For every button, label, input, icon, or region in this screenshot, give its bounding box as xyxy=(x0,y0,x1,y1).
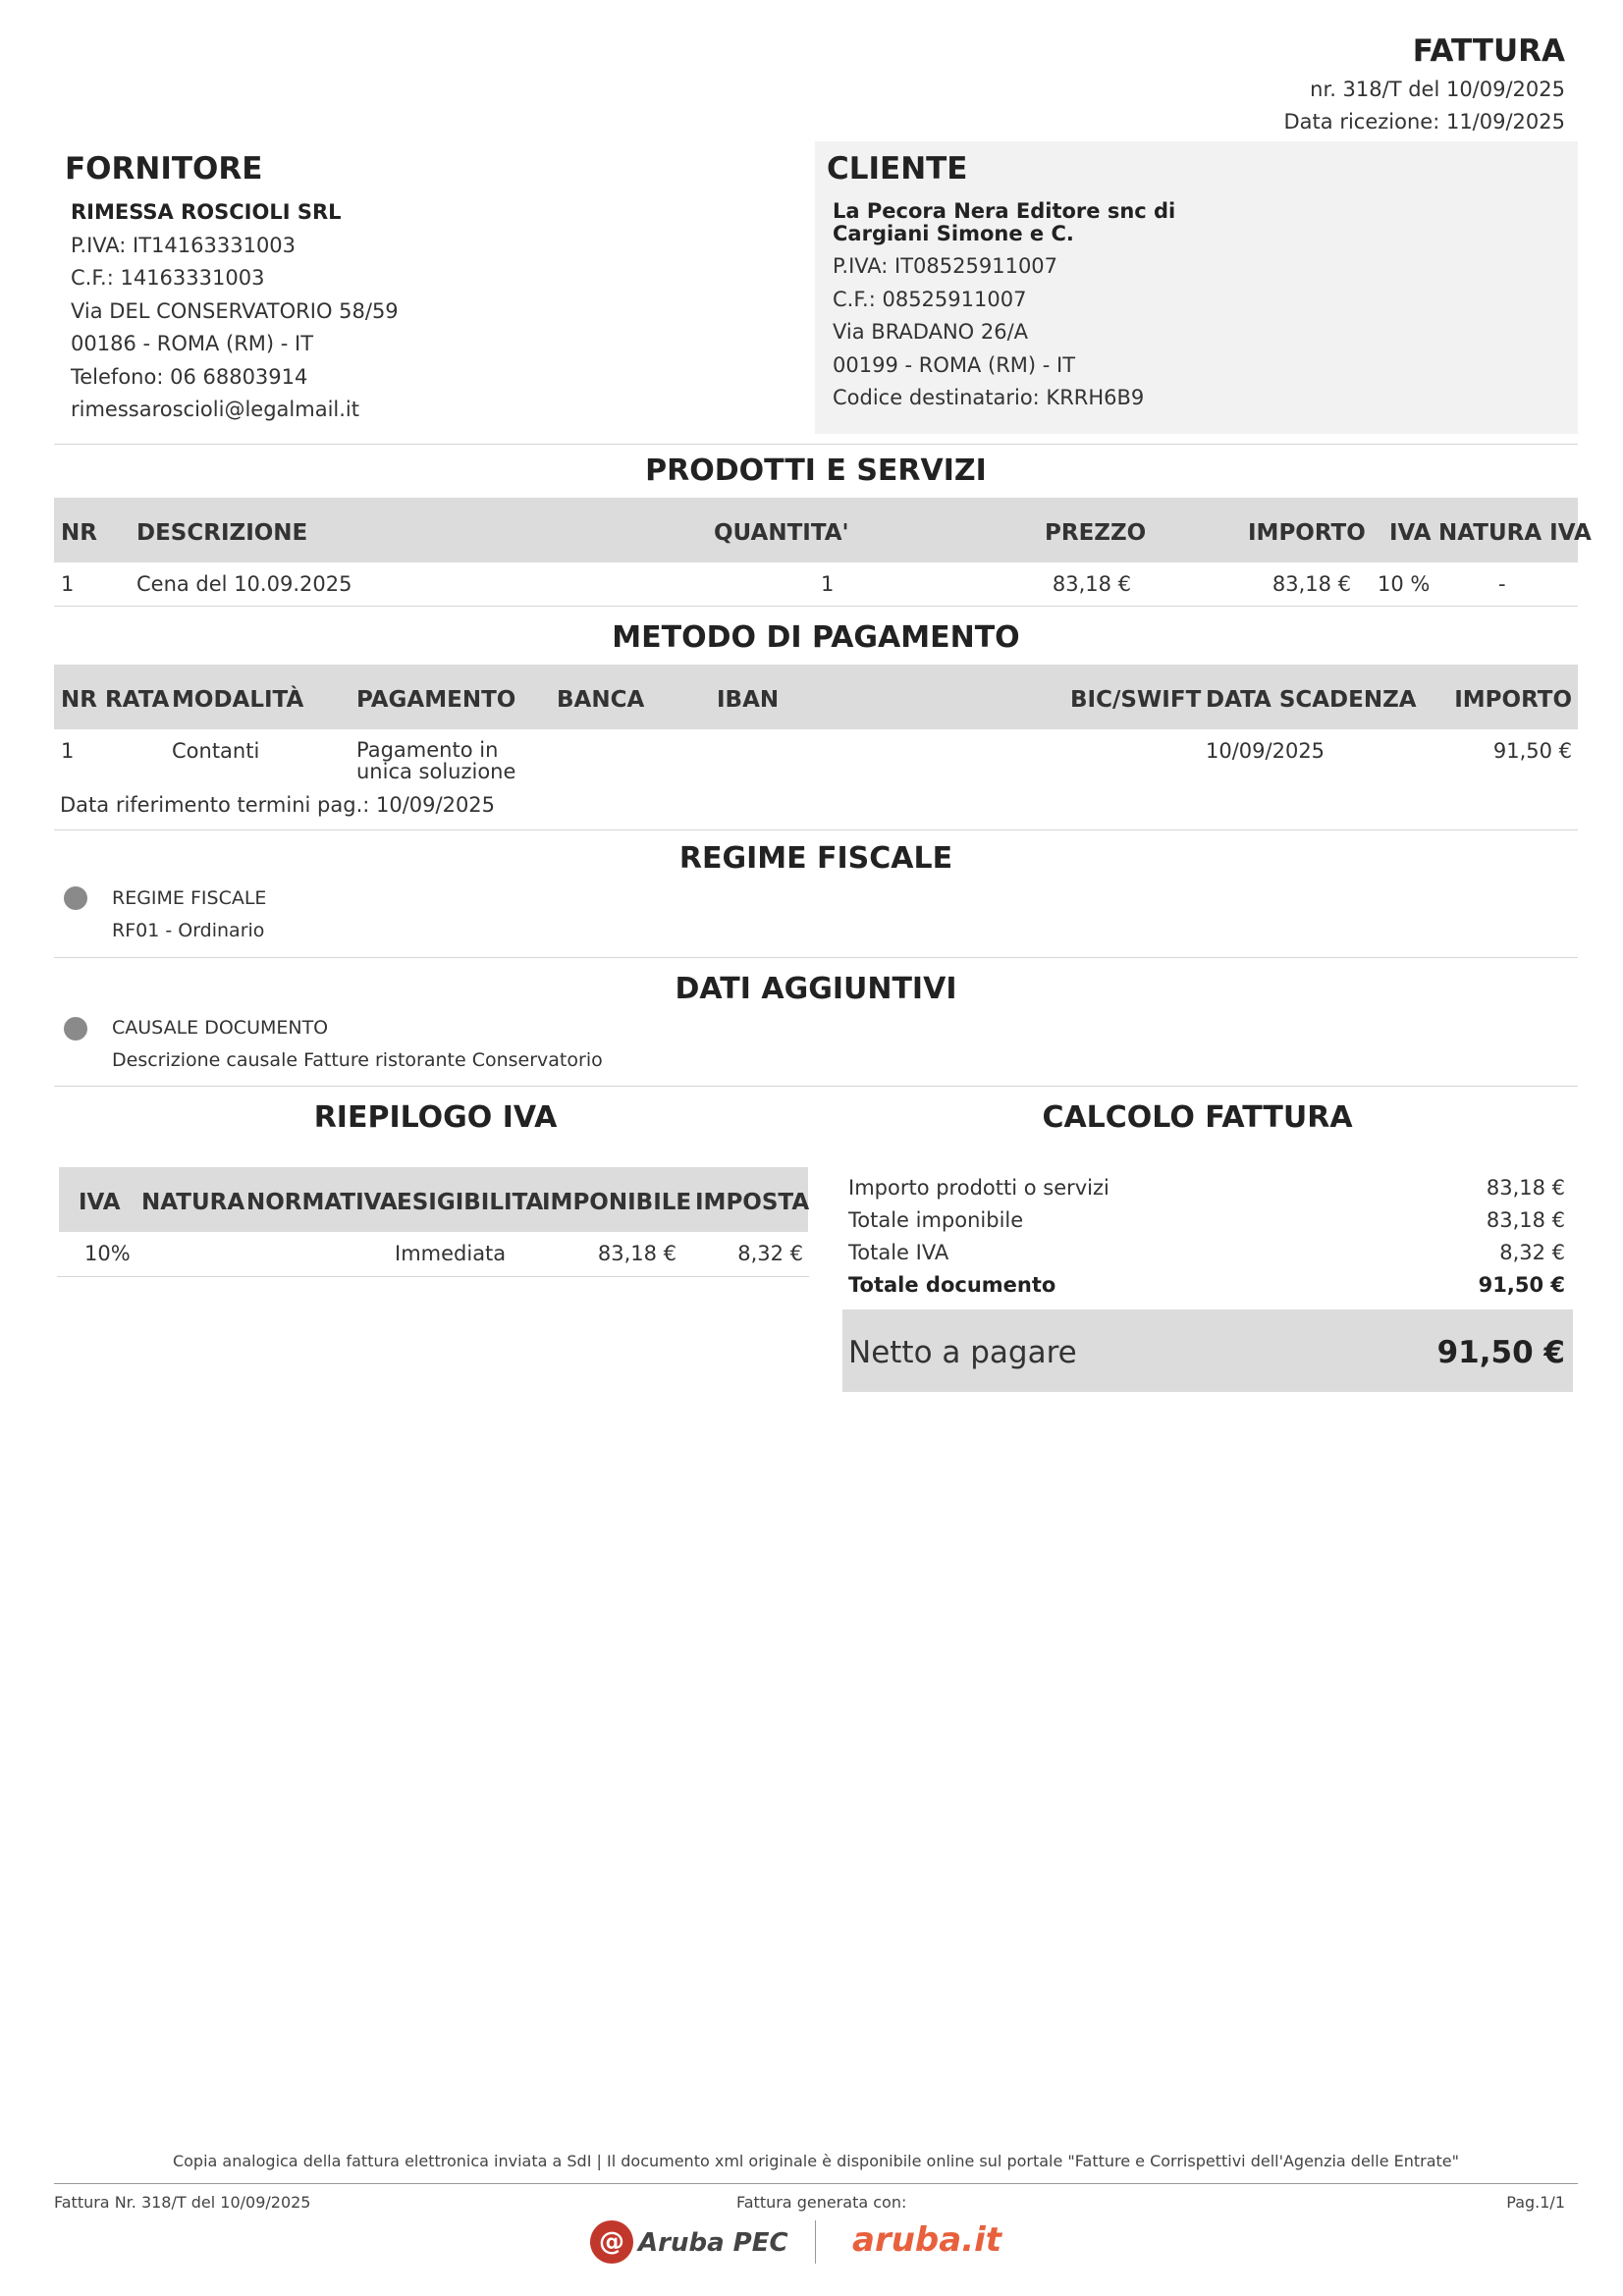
regime-label: REGIME FISCALE xyxy=(112,887,267,909)
fornitore-piva: P.IVA: IT14163331003 xyxy=(71,233,297,257)
footer-page: Pag.1/1 xyxy=(1506,2193,1565,2212)
aruba-pec-logo-icon: @ xyxy=(590,2220,633,2264)
bullet-icon xyxy=(64,1017,87,1041)
pag-pagamento-line2: unica soluzione xyxy=(356,760,516,783)
pag-pagamento xyxy=(356,739,515,782)
prod-nr: 1 xyxy=(61,572,75,596)
netto-value: 91,50 € xyxy=(1436,1335,1565,1370)
col-iban: IBAN xyxy=(717,687,780,713)
fornitore-name: RIMESSA ROSCIOLI SRL xyxy=(71,200,342,224)
col-pag-importo: IMPORTO xyxy=(1454,687,1572,713)
divider xyxy=(54,606,1578,607)
calc-value-0: 83,18 € xyxy=(1486,1176,1565,1200)
cliente-address: Via BRADANO 26/A xyxy=(833,320,1029,344)
col-r-normativa: NORMATIVA xyxy=(246,1190,398,1215)
riep-iva: 10% xyxy=(84,1242,131,1265)
regime-title: REGIME FISCALE xyxy=(678,841,953,876)
col-r-imposta: IMPOSTA xyxy=(695,1190,810,1215)
cliente-cf: C.F.: 08525911007 xyxy=(833,287,1027,311)
divider xyxy=(57,1276,809,1277)
riepilogo-title: RIEPILOGO IVA xyxy=(313,1100,558,1135)
prod-quantita: 1 xyxy=(821,572,835,596)
pagamento-title: METODO DI PAGAMENTO xyxy=(612,620,1020,655)
col-natura-iva: NATURA IVA xyxy=(1438,520,1592,546)
col-nr: NR xyxy=(61,520,97,546)
prod-iva: 10 % xyxy=(1378,572,1431,596)
footer-left: Fattura Nr. 318/T del 10/09/2025 xyxy=(54,2193,311,2212)
riep-imponibile: 83,18 € xyxy=(597,1242,676,1265)
calc-value-1: 83,18 € xyxy=(1486,1208,1565,1232)
aruba-pec-logo: Aruba PEC xyxy=(638,2228,788,2258)
calc-label-2: Totale IVA xyxy=(848,1241,949,1264)
cliente-name xyxy=(833,200,1175,245)
fornitore-heading: FORNITORE xyxy=(65,151,263,187)
footer-note: Copia analogica della fattura elettronica inviata a SdI | Il documento xml originale è disponibile online sul portale "Fatture e Corrispettivi dell'Agenzia delle Entrate" xyxy=(172,2152,1460,2170)
cliente-heading: CLIENTE xyxy=(827,151,968,187)
col-iva: IVA xyxy=(1389,520,1432,546)
prod-natura: - xyxy=(1498,572,1506,596)
dati-title: DATI AGGIUNTIVI xyxy=(675,972,957,1006)
invoice-title: FATTURA xyxy=(1412,33,1565,69)
cliente-name-line2: Cargiani Simone e C. xyxy=(833,222,1074,245)
fornitore-block xyxy=(71,196,399,427)
col-pagamento: PAGAMENTO xyxy=(356,687,516,713)
cliente-city: 00199 - ROMA (RM) - IT xyxy=(833,352,1076,377)
pag-scadenza: 10/09/2025 xyxy=(1206,739,1325,763)
prod-importo: 83,18 € xyxy=(1271,572,1351,596)
riep-esigibilita: Immediata xyxy=(395,1242,507,1265)
col-r-iva: IVA xyxy=(79,1190,121,1215)
pag-riferimento: Data riferimento termini pag.: 10/09/2025 xyxy=(60,793,496,817)
col-bic-swift: BIC/SWIFT xyxy=(1070,687,1202,713)
calc-label-1: Totale imponibile xyxy=(848,1208,1024,1232)
col-r-esigibilita: ESIGIBILITA' xyxy=(397,1190,551,1215)
riep-imposta: 8,32 € xyxy=(737,1242,803,1265)
prod-descrizione: Cena del 10.09.2025 xyxy=(136,572,352,596)
dati-value: Descrizione causale Fatture ristorante Conservatorio xyxy=(112,1049,603,1071)
cliente-piva: P.IVA: IT08525911007 xyxy=(833,254,1058,278)
calc-value-3: 91,50 € xyxy=(1478,1273,1565,1297)
fornitore-email: rimessaroscioli@legalmail.it xyxy=(71,398,359,421)
fornitore-cf: C.F.: 14163331003 xyxy=(71,266,265,290)
cliente-dest: Codice destinatario: KRRH6B9 xyxy=(833,386,1145,409)
fornitore-city: 00186 - ROMA (RM) - IT xyxy=(71,332,314,355)
col-prezzo: PREZZO xyxy=(1045,520,1147,546)
col-importo: IMPORTO xyxy=(1248,520,1366,546)
fornitore-phone: Telefono: 06 68803914 xyxy=(71,364,308,389)
bullet-icon xyxy=(64,886,87,910)
pag-importo: 91,50 € xyxy=(1492,739,1572,763)
footer-divider xyxy=(54,2183,1578,2184)
logo-separator xyxy=(815,2220,816,2264)
divider xyxy=(54,1086,1578,1087)
calc-label-0: Importo prodotti o servizi xyxy=(848,1176,1109,1200)
col-r-natura: NATURA xyxy=(141,1190,245,1215)
calc-value-2: 8,32 € xyxy=(1499,1241,1565,1264)
col-banca: BANCA xyxy=(557,687,645,713)
col-data-scadenza: DATA SCADENZA xyxy=(1206,687,1417,713)
divider xyxy=(54,957,1578,958)
fornitore-address: Via DEL CONSERVATORIO 58/59 xyxy=(71,298,399,323)
cliente-block xyxy=(833,250,1144,415)
received-date: Data ricezione: 11/09/2025 xyxy=(1283,110,1565,133)
footer-center: Fattura generata con: xyxy=(736,2193,907,2212)
cliente-name-line1: La Pecora Nera Editore snc di xyxy=(833,199,1176,223)
divider xyxy=(54,829,1578,830)
calc-label-3: Totale documento xyxy=(848,1273,1056,1297)
col-descrizione: DESCRIZIONE xyxy=(136,520,308,546)
col-nr-rata: NR RATA xyxy=(61,687,170,713)
prodotti-title: PRODOTTI E SERVIZI xyxy=(645,454,987,488)
col-r-imponibile: IMPONIBILE xyxy=(542,1190,692,1215)
pag-modalita: Contanti xyxy=(172,739,260,763)
dati-label: CAUSALE DOCUMENTO xyxy=(112,1017,329,1039)
pag-nr: 1 xyxy=(61,739,75,763)
col-quantita: QUANTITA' xyxy=(714,520,849,546)
aruba-it-logo: aruba.it xyxy=(852,2220,1002,2260)
col-modalita: MODALITÀ xyxy=(172,687,304,713)
invoice-number: nr. 318/T del 10/09/2025 xyxy=(1310,78,1565,101)
regime-value: RF01 - Ordinario xyxy=(112,920,265,941)
prod-prezzo: 83,18 € xyxy=(1052,572,1131,596)
netto-label: Netto a pagare xyxy=(848,1335,1077,1370)
divider xyxy=(54,444,1578,445)
calcolo-title: CALCOLO FATTURA xyxy=(1042,1100,1353,1135)
pag-pagamento-line1: Pagamento in xyxy=(356,738,499,762)
